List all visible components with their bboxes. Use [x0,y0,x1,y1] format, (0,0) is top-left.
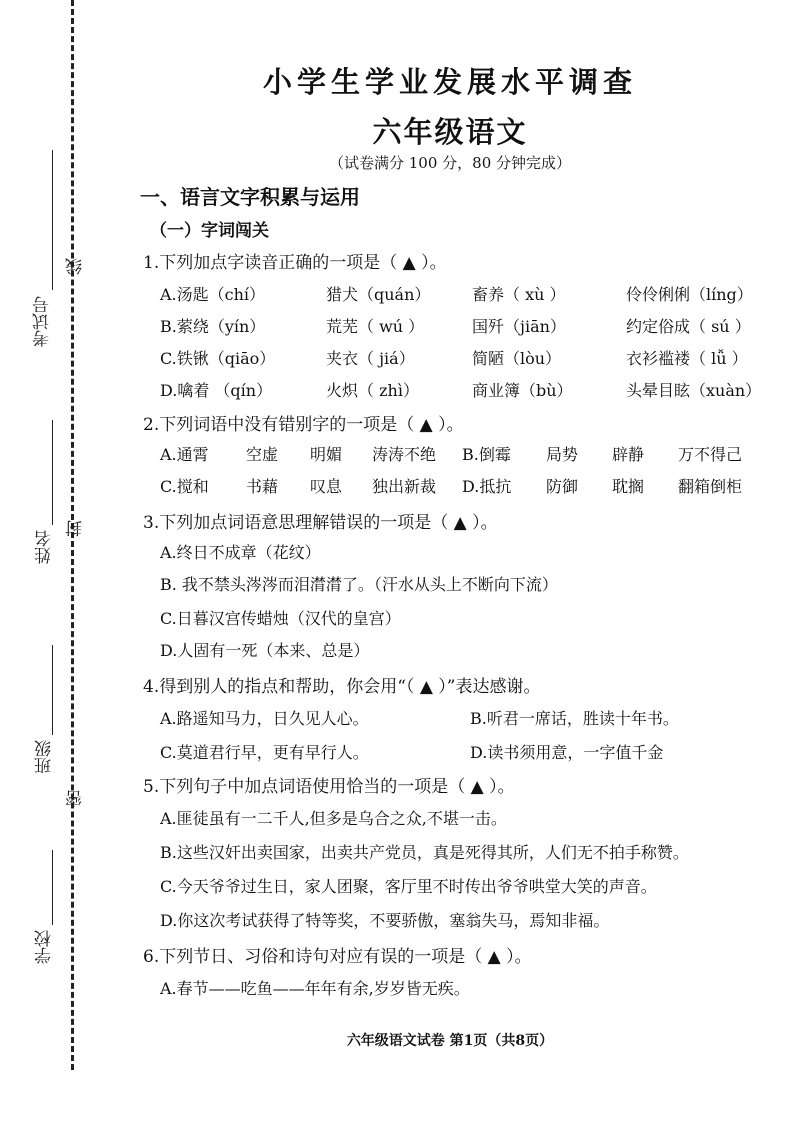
exam-number-blank[interactable] [52,150,53,290]
q2-word: 辟静 [612,445,645,464]
section-title: 一、语言文字积累与运用 [140,185,360,209]
q1-option: 商业簿（bù） [472,381,573,400]
question-5-stem: 5.下列句子中加点词语使用恰当的一项是（ ▲ ）。 [143,777,515,797]
q1-option: 简陋（lòu） [472,349,562,368]
q3-option: A.终日不成章（花纹） [160,543,321,562]
q5-option: C.今天爷爷过生日，家人团聚，客厅里不时传出爷爷哄堂大笑的声音。 [160,877,657,896]
q1-option: 火炽（ zhì） [326,381,419,400]
q1-option: 伶伶俐俐（líng） [626,285,753,304]
exam-number-label: 考试号 [33,296,53,347]
q4-option: B.听君一席话，胜读十年书。 [470,709,679,728]
q4-option: C.莫道君行早，更有早行人。 [160,743,369,762]
q1-option: 头晕目眩（xuàn） [626,381,762,400]
q1-option: B.萦绕（yín） [160,317,266,336]
q1-option: 衣衫褴褛（ lǚ ） [626,349,748,368]
q3-option: D.人固有一死（本来、总是） [160,641,370,660]
q1-option: 国歼（jiān） [472,317,566,336]
question-2-stem: 2.下列词语中没有错别字的一项是（ ▲ ）。 [143,415,464,435]
class-label: 班级 [35,740,55,774]
binding-seal-mark: 封 [66,520,86,537]
exam-note: （试卷满分 100 分，80 分钟完成） [328,154,572,172]
binding-secret-mark: 密 [66,790,86,807]
question-6-stem: 6.下列节日、习俗和诗句对应有误的一项是（ ▲ ）。 [143,947,532,967]
school-label: 学校 [35,930,55,964]
question-4-stem: 4.得到别人的指点和帮助，你会用“（ ▲ ）”表达感谢。 [143,677,541,697]
q2-word: B.倒霉 [462,445,511,464]
q3-option: B. 我不禁头涔涔而泪潸潸了。（汗水从头上不断向下流） [160,575,558,594]
q1-option: C.铁锹（qiāo） [160,349,276,368]
q6-option: A.春节——吃鱼——年年有余,岁岁皆无疾。 [160,979,470,998]
q5-option: D.你这次考试获得了特等奖，不要骄傲，塞翁失马，焉知非福。 [160,911,610,930]
q5-option: A.匪徒虽有一二千人,但多是乌合之众,不堪一击。 [160,809,507,828]
q2-word: C.搅和 [160,477,209,496]
q1-option: 畜养（ xù ） [472,285,566,304]
q4-option: A.路遥知马力，日久见人心。 [160,709,369,728]
q1-option: 猎犬（quán） [326,285,431,304]
page-title: 小学生学业发展水平调查 [262,65,637,99]
subsection-title: （一）字词闯关 [150,221,269,241]
q2-word: 翻箱倒柜 [678,477,743,496]
q2-word: 叹息 [310,477,343,496]
q2-word: D.抵抗 [462,477,512,496]
q1-option: 夹衣（ jiá） [326,349,415,368]
name-blank[interactable] [52,420,53,525]
binding-line-mark: 线 [66,258,86,275]
q2-word: 防御 [546,477,579,496]
question-1-stem: 1.下列加点字读音正确的一项是（ ▲ ）。 [143,253,447,273]
page-subtitle: 六年级语文 [372,115,528,149]
name-label: 姓名 [35,530,55,564]
q2-word: 涛涛不绝 [372,445,437,464]
q2-word: 空虚 [246,445,279,464]
q2-word: A.通霄 [160,445,209,464]
q1-option: A.汤匙（chí） [160,285,266,304]
q4-option: D.读书须用意，一字值千金 [470,743,664,762]
q2-word: 耽搁 [612,477,645,496]
school-blank[interactable] [52,850,53,925]
q2-word: 书藉 [246,477,279,496]
page-footer: 六年级语文试卷 第1页（共8页） [346,1033,554,1049]
q2-word: 独出新裁 [372,477,437,496]
q1-option: 荒芜（ wú ） [326,317,425,336]
class-blank[interactable] [52,645,53,735]
question-3-stem: 3.下列加点词语意思理解错误的一项是（ ▲ ）。 [143,513,498,533]
q2-word: 万不得己 [678,445,743,464]
q5-option: B.这些汉奸出卖国家，出卖共产党员，真是死得其所，人们无不拍手称赞。 [160,843,689,862]
q2-word: 局势 [546,445,579,464]
q2-word: 明媚 [310,445,343,464]
q1-option: 约定俗成（ sú ） [626,317,751,336]
q3-option: C.日暮汉宫传蜡烛（汉代的皇宫） [160,609,401,628]
q1-option: D.噙着 （qín） [160,381,273,400]
